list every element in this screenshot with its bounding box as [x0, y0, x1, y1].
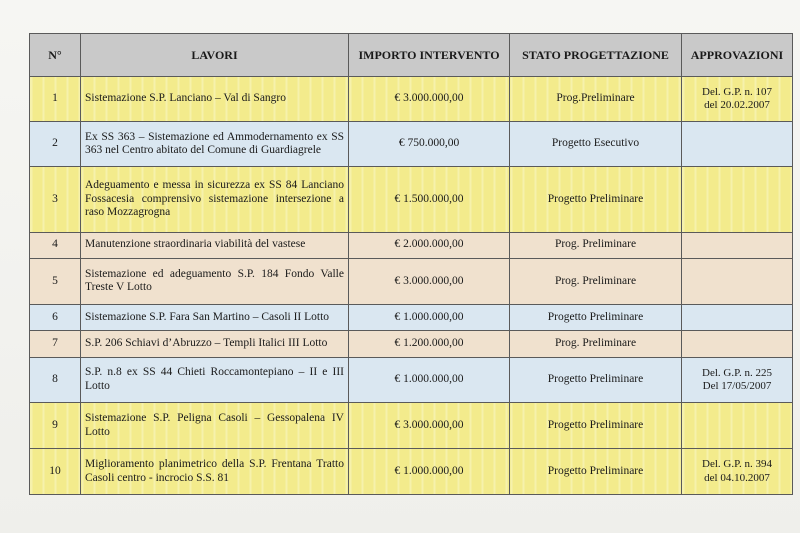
row-number: 6	[30, 304, 81, 330]
table-row	[30, 258, 793, 304]
approvazione-line2: del 20.02.2007	[704, 98, 770, 111]
row-lavori: Sistemazione S.P. Peligna Casoli – Gessopalena IV Lotto	[81, 403, 349, 449]
row-approvazioni	[682, 258, 793, 304]
row-stato: Progetto Preliminare	[510, 403, 682, 449]
row-lavori: S.P. n.8 ex SS 44 Chieti Roccamontepiano – II e III Lotto	[81, 357, 349, 403]
row-lavori: S.P. 206 Schiavi d’Abruzzo – Templi Italici III Lotto	[81, 331, 349, 357]
row-number: 3	[30, 167, 81, 232]
row-lavori: Manutenzione straordinaria viabilità del vastese	[81, 232, 349, 258]
row-approvazioni	[682, 304, 793, 330]
row-number: 1	[30, 77, 81, 122]
table-header-row	[30, 34, 793, 77]
row-approvazioni	[682, 167, 793, 232]
table-row	[30, 331, 793, 357]
row-stato: Prog. Preliminare	[510, 258, 682, 304]
header-approvazioni: APPROVAZIONI	[682, 34, 793, 77]
approvazione-line1: Del. G.P. n. 107	[702, 85, 772, 98]
row-importo: € 1.500.000,00	[349, 167, 510, 232]
row-importo: € 1.200.000,00	[349, 331, 510, 357]
row-number: 5	[30, 258, 81, 304]
row-approvazioni	[682, 232, 793, 258]
works-table	[29, 33, 793, 495]
row-lavori: Ex SS 363 – Sistemazione ed Ammodernamento ex SS 363 nel Centro abitato del Comune di Guardiagrele	[81, 121, 349, 167]
row-approvazioni	[682, 331, 793, 357]
approvazione-line1: Del. G.P. n. 225	[702, 366, 772, 379]
row-importo: € 3.000.000,00	[349, 403, 510, 449]
row-stato: Progetto Esecutivo	[510, 121, 682, 167]
approvazione-line2: Del 17/05/2007	[702, 380, 772, 392]
row-lavori: Adeguamento e messa in sicurezza ex SS 84 Lanciano Fossacesia comprensivo sistemazione intersezione a raso Mozzagrogna	[81, 167, 349, 232]
table-row	[30, 357, 793, 403]
table-row	[30, 77, 793, 122]
row-importo: € 750.000,00	[349, 121, 510, 167]
row-stato: Prog. Preliminare	[510, 331, 682, 357]
row-number: 7	[30, 331, 81, 357]
row-stato: Prog.Preliminare	[510, 77, 682, 122]
row-stato: Progetto Preliminare	[510, 304, 682, 330]
row-lavori: Sistemazione ed adeguamento S.P. 184 Fondo Valle Treste V Lotto	[81, 258, 349, 304]
row-number: 10	[30, 449, 81, 495]
row-importo: € 1.000.000,00	[349, 449, 510, 495]
row-number: 2	[30, 121, 81, 167]
row-number: 9	[30, 403, 81, 449]
header-stato: STATO PROGETTAZIONE	[510, 34, 682, 77]
row-stato: Progetto Preliminare	[510, 449, 682, 495]
row-stato: Progetto Preliminare	[510, 357, 682, 403]
table-row	[30, 449, 793, 495]
row-number: 8	[30, 357, 81, 403]
row-number: 4	[30, 232, 81, 258]
row-approvazioni	[682, 121, 793, 167]
row-stato: Prog. Preliminare	[510, 232, 682, 258]
table-row	[30, 232, 793, 258]
row-lavori: Miglioramento planimetrico della S.P. Frentana Tratto Casoli centro - incrocio S.S. 81	[81, 449, 349, 495]
row-importo: € 3.000.000,00	[349, 77, 510, 122]
row-lavori: Sistemazione S.P. Lanciano – Val di Sangro	[81, 77, 349, 122]
approvazione-line1: Del. G.P. n. 394	[702, 458, 772, 471]
row-importo: € 3.000.000,00	[349, 258, 510, 304]
row-stato: Progetto Preliminare	[510, 167, 682, 232]
row-approvazioni	[682, 357, 793, 403]
table-row	[30, 167, 793, 232]
approvazione-line2: del 04.10.2007	[704, 471, 770, 484]
row-approvazioni	[682, 449, 793, 495]
table-row	[30, 403, 793, 449]
row-lavori: Sistemazione S.P. Fara San Martino – Casoli II Lotto	[81, 304, 349, 330]
table-row	[30, 121, 793, 167]
row-approvazioni	[682, 403, 793, 449]
row-approvazioni	[682, 77, 793, 122]
row-importo: € 2.000.000,00	[349, 232, 510, 258]
table-row	[30, 304, 793, 330]
row-importo: € 1.000.000,00	[349, 357, 510, 403]
header-lavori: LAVORI	[81, 34, 349, 77]
header-num: N°	[30, 34, 81, 77]
header-importo: IMPORTO INTERVENTO	[349, 34, 510, 77]
row-importo: € 1.000.000,00	[349, 304, 510, 330]
